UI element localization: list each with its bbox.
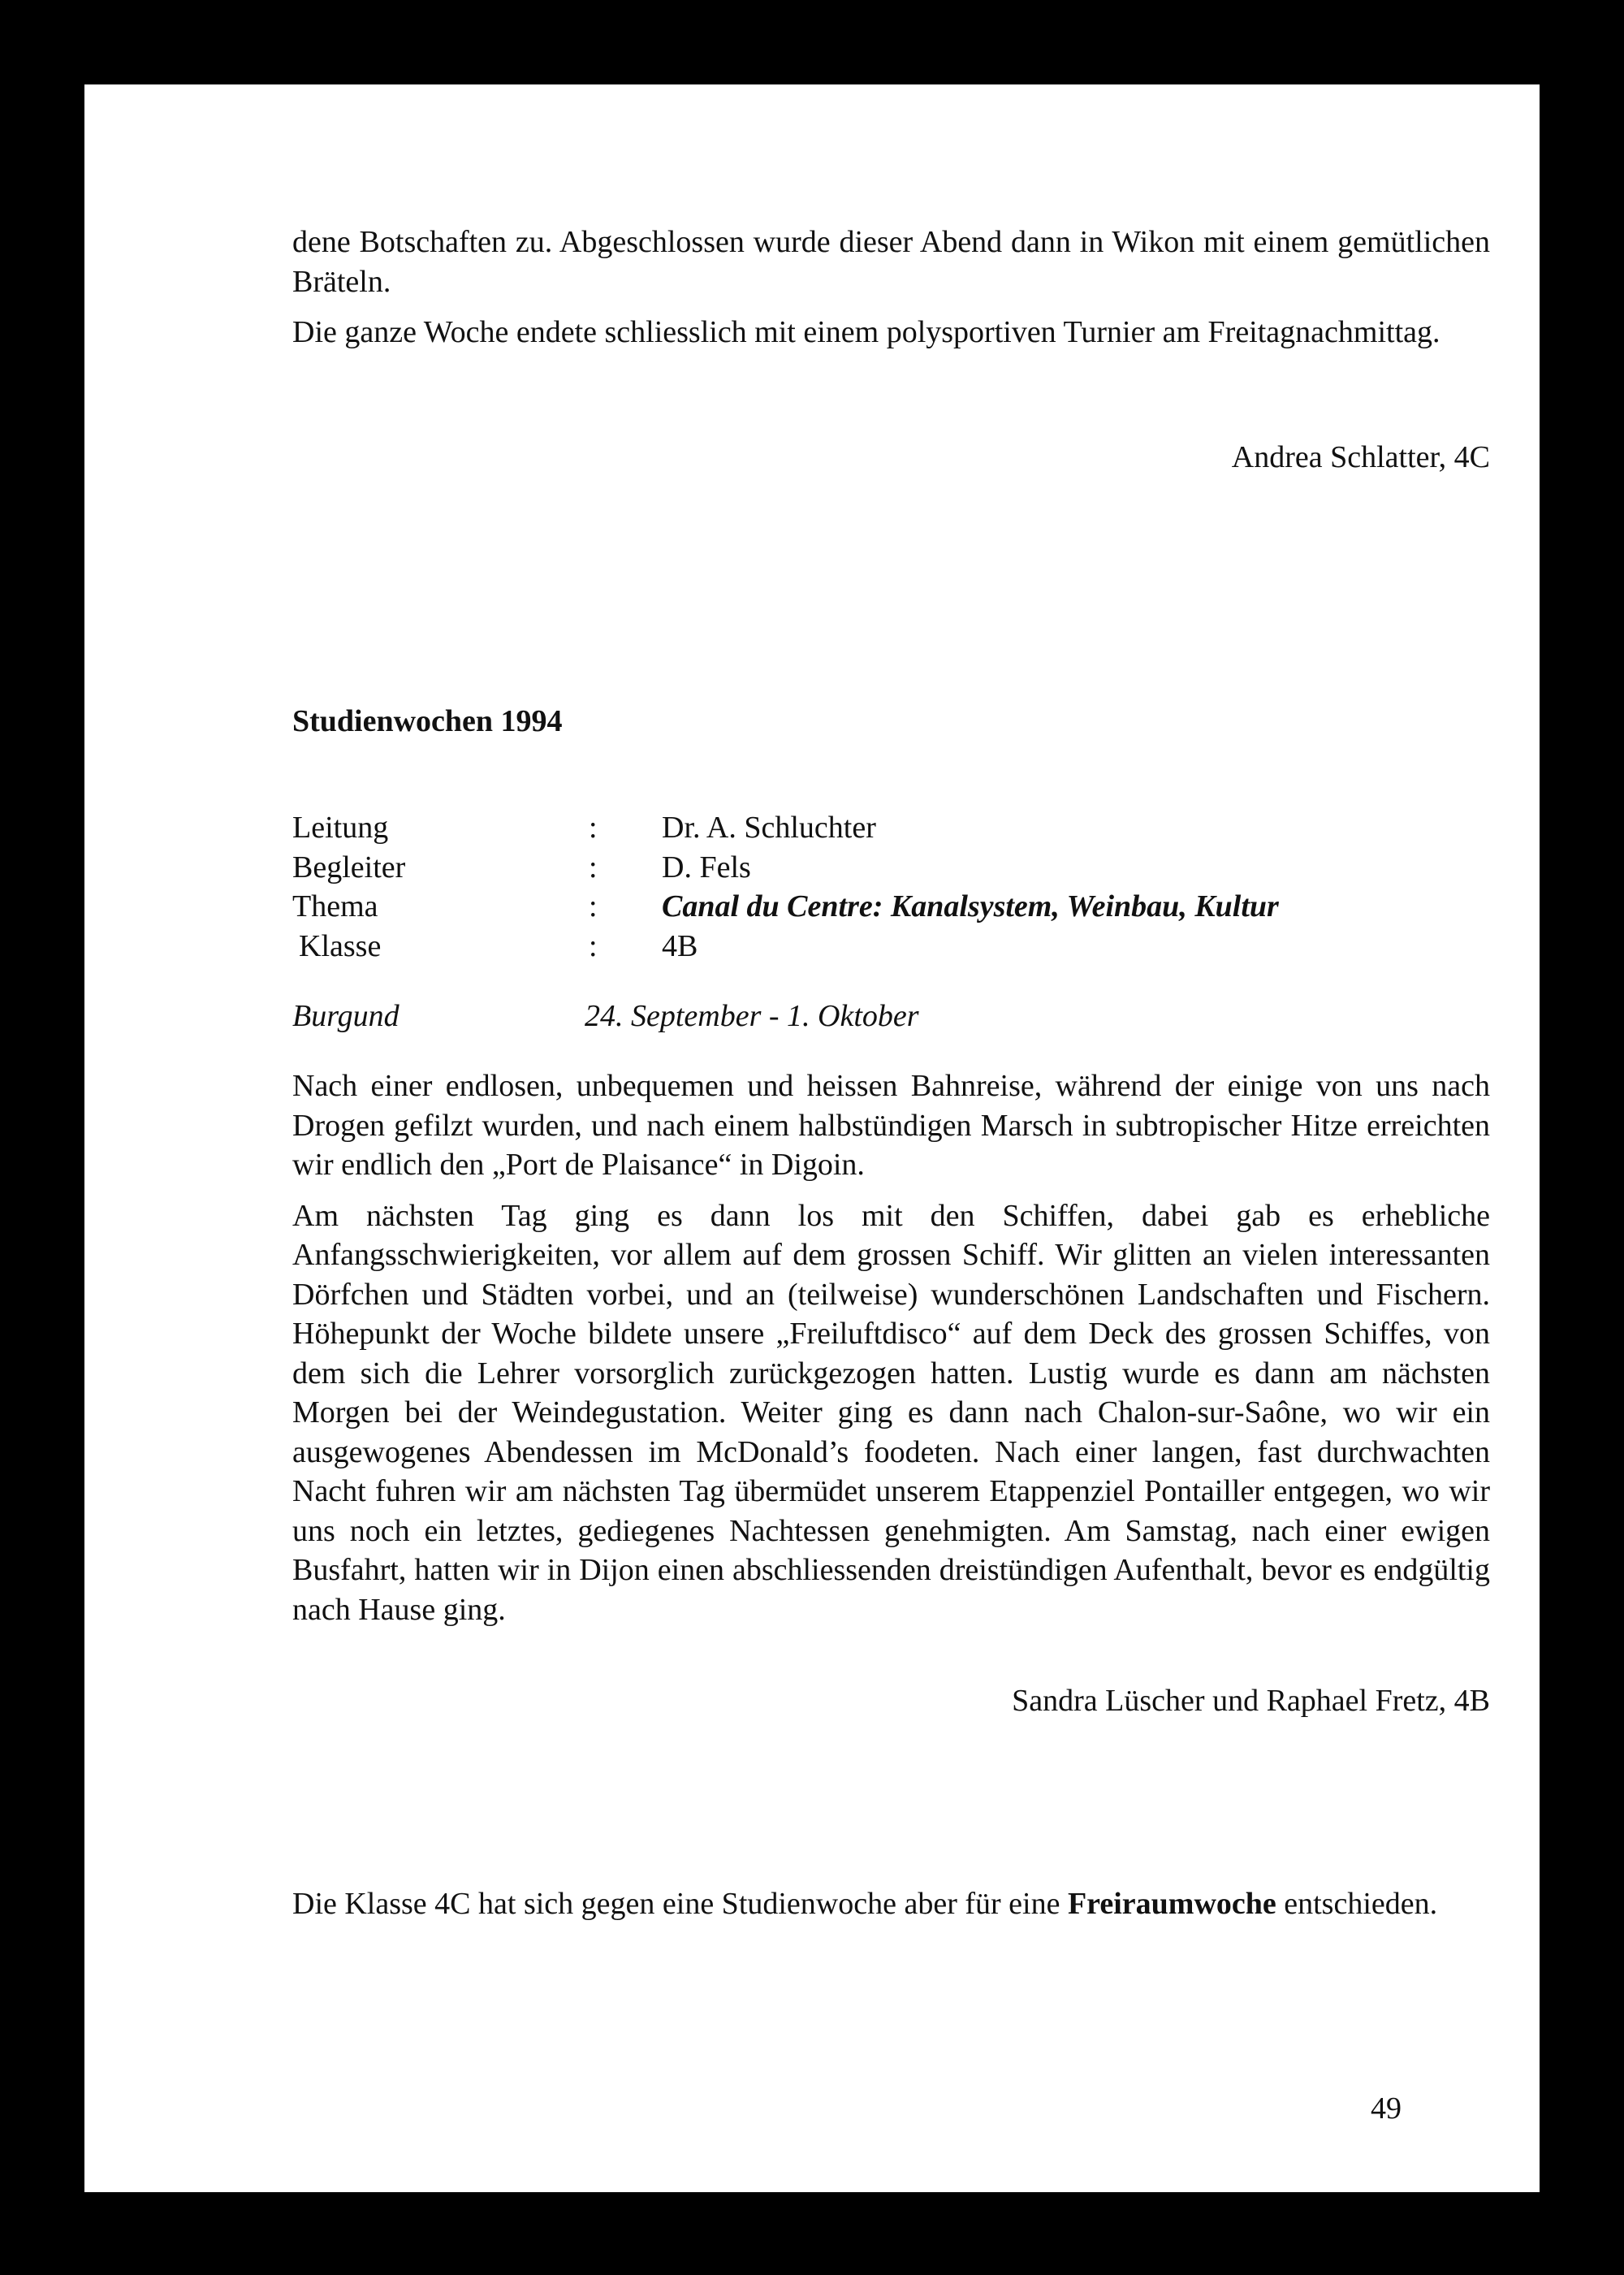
report-author: Sandra Lüscher und Raphael Fretz, 4B bbox=[1012, 1684, 1490, 1718]
closing-text-before: Die Klasse 4C hat sich gegen eine Studienwoche aber für eine bbox=[292, 1887, 1068, 1921]
meta-value: 4B bbox=[662, 928, 698, 963]
meta-colon: : bbox=[589, 928, 598, 963]
trip-dates: 24. September - 1. Oktober bbox=[585, 999, 919, 1033]
trip-line bbox=[292, 997, 1490, 1036]
closing-section bbox=[292, 1884, 1490, 1924]
report-paragraph-1: Nach einer endlosen, unbequemen und heissen Bahnreise, während der einige von uns nach Drogen gefilzt wurden, und nach einem halbstündigen Marsch in subtropischer Hitze erreichten wir endlich den „Port de Plaisance“ in Digoin. bbox=[292, 1069, 1490, 1182]
report-paragraph-2: Am nächsten Tag ging es dann los mit den Schiffen, dabei gab es erhebliche Anfangsschwierigkeiten, vor allem auf dem grossen Schiff. Wir glitten an vielen interessanten Dörfchen und Städten vorbei, und an (teilweise) wunderschönen Landschaften und Fischern. Höhepunkt der Woche bildete unsere „Freiluftdisco“ auf dem Deck des grossen Schiffes, von dem sich die Lehrer vorsorglich zurückgezogen hatten. Lustig wurde es dann am nächsten Morgen bei der Weindegustation. Weiter ging es dann nach Chalon-sur-Saône, wo wir ein ausgewogenes Abendessen im McDonald’s foodeten. Nach einer langen, fast durchwachten Nacht fuhren wir am nächsten Tag übermüdet unserem Etappenziel Pontailler entgegen, wo wir uns noch ein letztes, gediegenes Nachtessen genehmigten. Am Samstag, nach einer ewigen Busfahrt, hatten wir in Dijon einen abschliessenden dreistündigen Aufenthalt, bevor es endgültig nach Hause ging. bbox=[292, 1198, 1490, 1627]
meta-colon: : bbox=[589, 811, 598, 845]
meta-row-thema bbox=[292, 887, 1490, 927]
section-title: Studienwochen 1994 bbox=[292, 704, 563, 738]
page-number: 49 bbox=[1371, 2091, 1402, 2126]
document-page bbox=[84, 84, 1540, 2192]
meta-value: D. Fels bbox=[662, 850, 751, 884]
meta-colon: : bbox=[589, 850, 598, 884]
meta-table bbox=[292, 808, 1490, 966]
intro-author: Andrea Schlatter, 4C bbox=[1231, 440, 1490, 474]
meta-label: Thema bbox=[292, 889, 378, 923]
closing-text-after: entschieden. bbox=[1276, 1887, 1438, 1921]
intro-paragraph-2: Die ganze Woche endete schliesslich mit einem polysportiven Turnier am Freitagnachmittag. bbox=[292, 315, 1440, 349]
trip-place: Burgund bbox=[292, 999, 400, 1033]
intro-paragraph-1: dene Botschaften zu. Abgeschlossen wurde dieser Abend dann in Wikon mit einem gemütlichen Bräteln. bbox=[292, 225, 1490, 299]
meta-row-leitung bbox=[292, 808, 1490, 848]
meta-row-begleiter bbox=[292, 848, 1490, 888]
meta-row-klasse bbox=[292, 927, 1490, 967]
meta-value: Canal du Centre: Kanalsystem, Weinbau, Kultur bbox=[662, 889, 1279, 923]
meta-label: Begleiter bbox=[292, 850, 406, 884]
meta-label: Klasse bbox=[299, 928, 382, 963]
report-section bbox=[292, 1066, 1490, 1629]
meta-value: Dr. A. Schluchter bbox=[662, 811, 876, 845]
closing-text-bold: Freiraumwoche bbox=[1067, 1887, 1276, 1921]
trip-row bbox=[292, 997, 1490, 1036]
meta-label: Leitung bbox=[292, 811, 389, 845]
intro-section bbox=[292, 223, 1490, 352]
closing-paragraph bbox=[292, 1884, 1490, 1924]
meta-colon: : bbox=[589, 889, 598, 923]
